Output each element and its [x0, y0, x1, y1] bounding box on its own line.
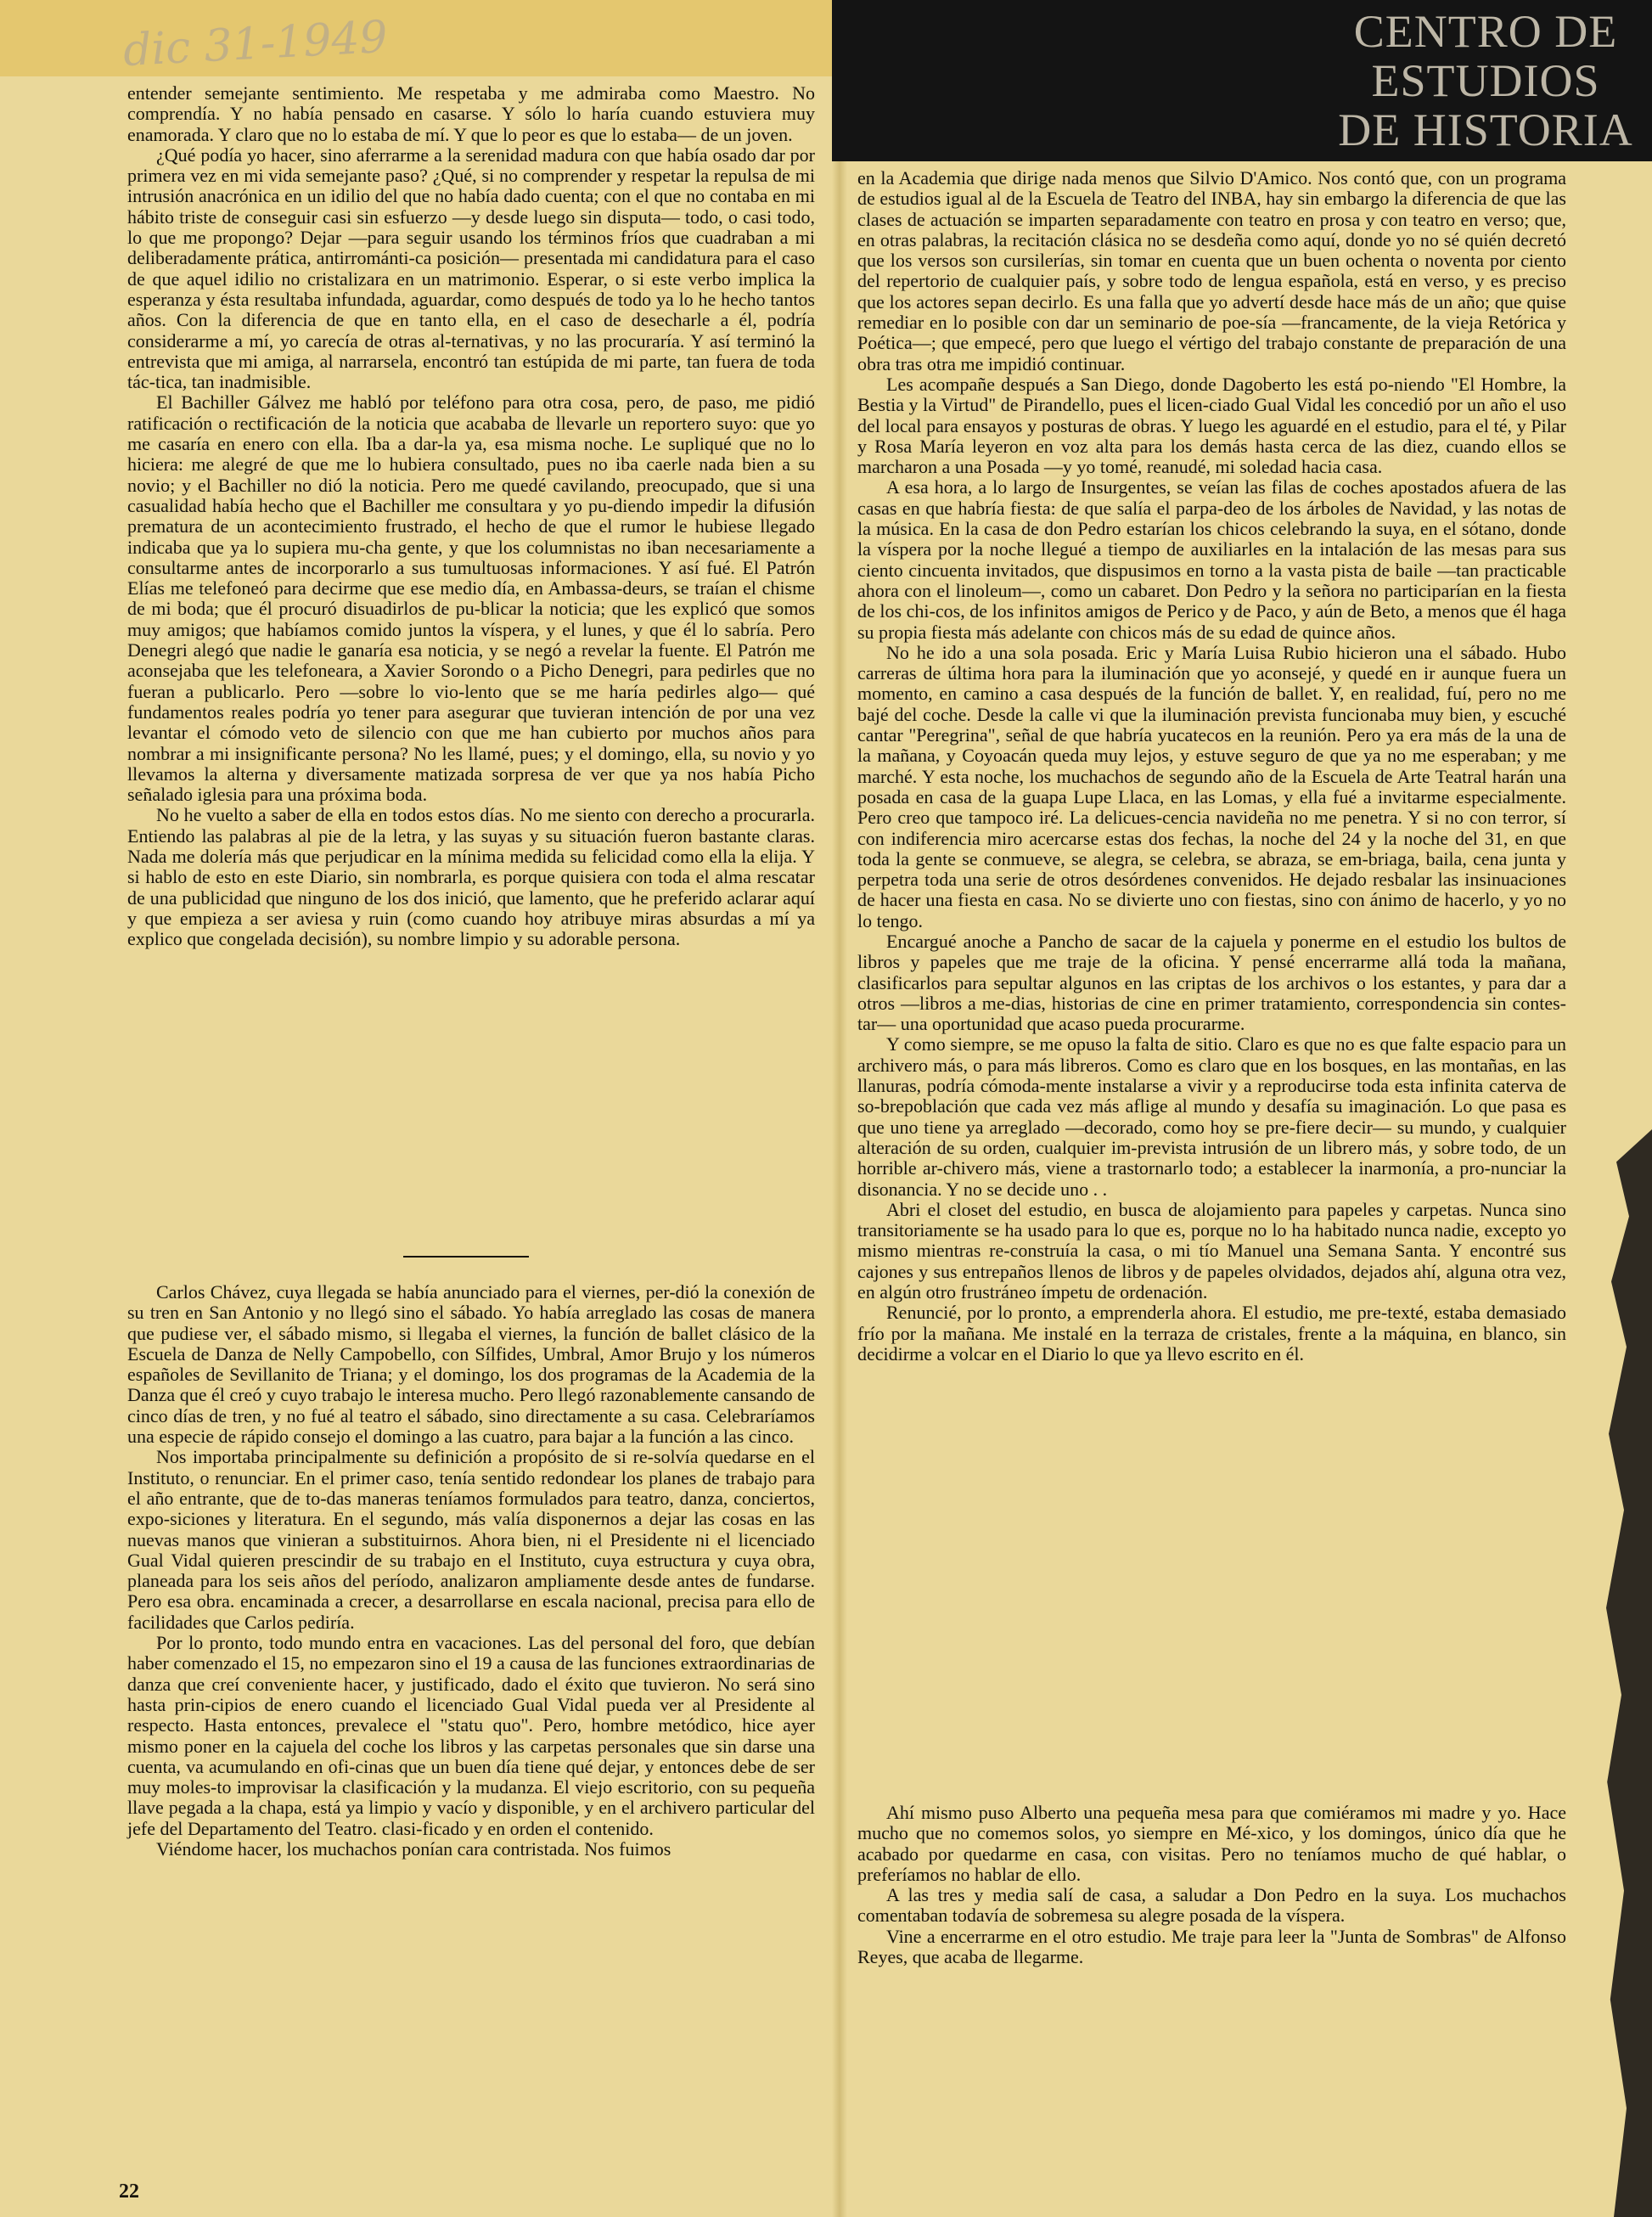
page-fold [832, 0, 847, 2217]
paragraph: No he ido a una sola posada. Eric y María Luisa Rubio hicieron una el sábado. Hubo carreras de última hora para la iluminación que yo aconsejé, y quedé en ir aunque fuera un momento, en camino a casa después de la función de ballet. Y, en realidad, fuí, pero no me bajé del coche. Desde la calle vi que la iluminación prevista funcionaba muy bien, y escuché cantar "Peregrina", señal de que habría yucatecos en la reunión. Pero ya era más de la una de la mañana, y Coyoacán queda muy lejos, y estuve seguro de que ya no me esperaban; y me marché. Y esta noche, los muchachos de segundo año de la Escuela de Arte Teatral harán una posada en casa de la guapa Lupe Llaca, en las Lomas, y ella fué a invitarme especialmente. Pero creo que tampoco iré. La delicues-cencia navideña no me penetra. Y si no con terror, sí con indiferencia miro acercarse estas dos fechas, la noche del 24 y la noche del 31, en que toda la gente se conmueve, se alegra, se celebra, se abraza, se em-briaga, baila, cena junta y perpetra toda una serie de otros desórdenes convenidos. He dejado resbalar las insinuaciones de hacer una fiesta en casa. No se divierte uno con fiestas, sino con ánimo de hacerlo, y yo no lo tengo. [857, 641, 1566, 931]
left-column [127, 83, 815, 949]
paragraph: A esa hora, a lo largo de Insurgentes, se veían las filas de coches apostados afuera de las casas en que habría fiesta: de que salía el parpa-deo de los árboles de Navidad, y las notas de la música. En la casa de don Pedro estarían los chicos celebrando la suya, en el sótano, donde la víspera por la noche llegué a tiempo de auxiliarles en la intalación de las mesas para sus ciento cincuenta invitados, que dispusimos en torno a la vasta pista de baile —tan practicable ahora con el linoleum—, como un cabaret. Don Pedro y la señora no participarían en la fiesta de los chi-cos, de los infinitos amigos de Perico y de Paco, y aún de Beto, a menos que él haga su propia fiesta más adelante con chicos más de su edad de quince años. [857, 476, 1566, 643]
section-divider [403, 1256, 529, 1258]
paragraph: A las tres y media salí de casa, a saludar a Don Pedro en la suya. Los muchachos comentaban todavía de sobremesa su alegre posada de la víspera. [857, 1884, 1566, 1927]
paragraph: Por lo pronto, todo mundo entra en vacaciones. Las del personal del foro, que debían haber comenzado el 15, no empezaron sino el 19 a causa de las funciones extraordinarias de danza que creí conveniente hacer, y justificado, dado el éxito que tuvieron. No será sino hasta prin-cipios de enero cuando el licenciado Gual Vidal pueda ver al Presidente al respecto. Hasta entonces, prevalece el "statu quo". Pero, hombre metódico, hice ayer mismo poner en la cajuela del coche los libros y las carpetas personales que sin darse una cuenta, va acumulando en ofi-cinas que un buen día tiene qué dejar, y entonces debe de ser muy moles-to improvisar la clasificación y la mudanza. El viejo escritorio, con su pequeña llave pegada a la chapa, está ya limpio y vacío y disponible, y en el archivero particular del jefe del Departamento del Teatro. clasi-ficado y en orden el contenido. [127, 1632, 816, 1839]
paragraph: Renuncié, por lo pronto, a emprenderla ahora. El estudio, me pre-texté, estaba demasiado frío por la mañana. Me instalé en la terraza de cristales, frente a la máquina, en blanco, sin decidirme a volcar en el Diario lo que ya llevo escrito en él. [857, 1302, 1566, 1365]
paragraph: Vine a encerrarme en el otro estudio. Me traje para leer la "Junta de Sombras" de Alfonso Reyes, que acaba de llegarme. [857, 1925, 1566, 1968]
paragraph: Encargué anoche a Pancho de sacar de la cajuela y ponerme en el estudio los bultos de libros y papeles que me traje de la oficina. Y pensé encerrarme allá toda la mañana, clasificarlos para sepultar algunos en las criptas de los archivos o los estantes, y para dar a otros —libros a me-dias, historias de cine en primer tratamiento, correspondencia sin contes-tar— una oportunidad que acaso pueda procurarme. [857, 930, 1566, 1035]
paragraph: No he vuelto a saber de ella en todos estos días. No me siento con derecho a procurarla. Entiendo las palabras al pie de la letra, y las suyas y su situación fueron bastante claras. Nada me dolería más que perjudicar en la mínima medida su felicidad como ella la elija. Y si hablo de esto en este Diario, sin nombrarla, es porque quisiera con toda el alma rescatar de una publicidad que ninguno de los dos inició, que lamento, que he preferido aclarar aquí y que empieza a ser aviesa y ruin (como cuando hoy atribuye miras absurdas a mí ya explico que congelada decisión), su nombre limpio y su adorable persona. [127, 804, 815, 950]
paragraph: Carlos Chávez, cuya llegada se había anunciado para el viernes, per-dió la conexión de su tren en San Antonio y no llegó sino el sábado. Yo había arreglado las cosas de manera que pudiese ver, el sábado mismo, si llegaba el viernes, la función de ballet clásico de la Escuela de Danza de Nelly Campobello, con Sílfides, Umbral, Amor Brujo y los números españoles de Sevillanito de Triana; y el domingo, los dos programas de la Academia de la Danza que él creó y cuyo trabajo le interesa mucho. Pero llegó razonablemente cansando de cinco días de tren, y no fué al teatro el sábado, sino directamente a su casa. Celebraríamos una especie de rápido consejo el domingo a las cuatro, para bajar a la función a las cinco. [127, 1281, 815, 1448]
paragraph: Y como siempre, se me opuso la falta de sitio. Claro es que no es que falte espacio para un archivero más, o para más libreros. Como es claro que en los bosques, en las montañas, en las llanuras, podría cómoda-mente instalarse a vivir y a reproducirse toda esta infinita caterva de so-brepoblación que cada vez más aflige al mundo y desafía su imaginación. Lo que pasa es que uno tiene ya arreglado —decorado, como hoy se pre-fiere decir— su mundo, y cualquier alteración de su orden, cualquier im-prevista intrusión de un librero más, y sobre todo, de un horrible ar-chivero más, viene a trastornarlo todo; a establecer la inarmonía, a pro-nunciar la disonancia. Y no se decide uno . . [857, 1033, 1566, 1200]
paragraph: Les acompañe después a San Diego, donde Dagoberto les está po-niendo "El Hombre, la Bestia y la Virtud" de Pirandello, pues el licen-ciado Gual Vidal les concedió por un año el uso del local para ensayos y posturas de obras. Y luego les aguardé en el estudio, para el té, y Pilar y Rosa María leyeron en voz alta para los demás hasta cerca de las diez, cuando ellos se marcharon a una Posada —y yo tomé, reanudé, mi soledad hacia casa. [857, 373, 1566, 478]
paragraph: ¿Qué podía yo hacer, sino aferrarme a la serenidad madura con que había osado dar por primera vez en mi vida semejante paso? ¿Qué, si no comprender y respetar la repulsa de mi intrusión anacrónica en un idilio del que no había dado cuenta; con el que no contaba en mi hábito triste de conseguir casi sin esfuerzo —y desde luego sin disputa— todo, o casi todo, lo que me propongo? Dejar —para seguir usando los términos fríos que cuadraban a mi deliberadamente prática, antirrománti-ca posición— presentada mi candidatura para el caso de que aquel idilio no cristalizara en un matrimonio. Esperar, o si este verbo implica la esperanza y ésta resultaba infundada, aguardar, como después de todo ya lo he hecho tantos años. Con la diferencia de que en tanto ella, en el caso de desecharle a él, podría considerarme a mí, yo carecía de otras al-ternativas, y no las procuraría. Y así terminó la entrevista que mi amiga, al narrarsela, encontró tan estúpida de mi parte, tan fuera de toda tác-tica, tan inadmisible. [127, 143, 815, 393]
archive-stamp [1324, 7, 1647, 155]
archive-stamp-line: CENTRO DE [1353, 6, 1618, 57]
paragraph: Ahí mismo puso Alberto una pequeña mesa para que comiéramos mi madre y yo. Hace mucho que no comemos solos, yo siempre en Mé-xico, y los domingos, único día que he acabado por quedarme en casa, con visitas. Pero no teníamos mucho de qué hablar, o preferíamos no hablar de ello. [857, 1802, 1566, 1885]
handwritten-date: dic 31-1949 [121, 11, 390, 77]
archive-stamp-line: ESTUDIOS [1371, 55, 1600, 106]
archive-stamp-line: DE HISTORIA [1338, 104, 1633, 155]
paragraph: El Bachiller Gálvez me habló por teléfono para otra cosa, pero, de paso, me pidió ratificación o rectificación de la noticia que acababa de llevarle un reportero suyo: que yo me casaría en enero con ella. Iba a dar-la ya, esa misma noche. Le supliqué que no lo hiciera: me alegré de que me lo hubiera consultado, pues no iba caerle nada bien a su novio; y el Bachiller no dió la noticia. Pero me quedé cavilando, preocupado, que si una casualidad había hecho que el Bachiller me consultara y yo pu-diendo impedir la difusión prematura de un acontecimiento frustrado, el hecho de que el rumor le hubiese llegado indicaba que ya lo supiera mu-cha gente, y que los columnistas no iban necesariamente a consultarme antes de incorporarlo a sus tumultuosas informaciones. Y así fué. El Patrón Elías me telefoneó para decirme que ese medio día, en Ambassa-deurs, se traían el chisme de mi boda; que él procuró disuadirlos de pu-blicar la noticia; que les explicó que somos muy amigos; que habíamos comido juntos la víspera, y el lunes, y que él lo sabría. Pero Denegri alegó que nadie le ganaría esa noticia, y se negó a revelar la fuente. El Patrón me aconsejaba que les telefoneara, a Xavier Sorondo o a Picho Denegri, para pedirles que no fueran a publicarlo. Pero —sobre lo vio-lento que se me haría pedirles algo— qué fundamentos reales podría yo tener para asegurar que tuvieran intención de por una vez levantar el cómodo veto de silencio con que me han cubierto por muchos años para nombrar a mi insignificante persona? No les llamé, pues; y el domingo, ella, su novio y yo llevamos la alterna y diversamente matizada sorpresa de ver que ya nos había Picho señalado iglesia para una próxima boda. [127, 391, 815, 806]
right-column [857, 168, 1566, 1365]
torn-edge [1601, 1129, 1652, 2217]
paragraph: Viéndome hacer, los muchachos ponían cara contristada. Nos fuimos [156, 1838, 671, 1860]
right-column-lower [857, 1803, 1566, 1967]
paragraph: Nos importaba principalmente su definición a propósito de si re-solvía quedarse en el Instituto, o renunciar. En el primer caso, tenía sentido redondear los planes de trabajo para el año entrante, que de to-das maneras teníamos formulados para teatro, danza, conciertos, expo-siciones y literatura. En el segundo, más valía disponernos a dejar las cosas en las nuevas manos que vinieran a substituirnos. Ahora bien, ni el Presidente ni el licenciado Gual Vidal quieren prescindir de su trabajo en el Instituto, cuya estructura y cuya obra, planeada para los seis años del período, analizaron ampliamente desde antes de fundarse. Pero esa obra. encaminada a crecer, a desarrollarse en escala nacional, precisa para ello de facilidades que Carlos pediría. [127, 1446, 815, 1633]
paragraph: Abri el closet del estudio, en busca de alojamiento para papeles y carpetas. Nunca sino transitoriamente se ha usado para lo que es, porque no lo ha habitado nunca nadie, excepto yo mismo mientras re-construía la casa, o mi tío Manuel una Semana Santa. Y encontré sus cajones y sus entrepaños llenos de libros y de papeles olvidados, dejados ahí, alguna otra vez, en algún otro frustráneo ímpetu de ordenación. [857, 1198, 1566, 1303]
paragraph: entender semejante sentimiento. Me respetaba y me admiraba como Maestro. No comprendía. Y no había pensado en casarse. Y sólo lo haría cuando estuviera muy enamorada. Y claro que no lo estaba de mí. Y que lo peor es que lo estaba— de un joven. [127, 82, 815, 145]
left-column-lower [127, 1282, 815, 1860]
paragraph: en la Academia que dirige nada menos que Silvio D'Amico. Nos contó que, con un programa de estudios igual al de la Escuela de Teatro del INBA, hay sin embargo la diferencia de que las clases de actuación se imparten separadamente con teatro en prosa y con teatro en verso; que, en otras palabras, la recitación clásica no se desdeña como aquí, donde yo no sé quién decretó que los versos son cursilerías, sin tomar en cuenta que un buen ochenta o noventa por ciento del repertorio de cualquier país, y sobre todo de lengua española, está en verso, y es preciso que los actores sepan decirlo. Es una falla que yo advertí desde hace más de un año; que quise remediar en lo posible con dar un seminario de poe-sía —francamente, de la vieja Retórica y Poética—; que empecé, pero que luego el vértigo del trabajo constante de preparación de una obra tras otra me impidió continuar. [857, 167, 1566, 374]
page-number: 22 [119, 2180, 139, 2203]
